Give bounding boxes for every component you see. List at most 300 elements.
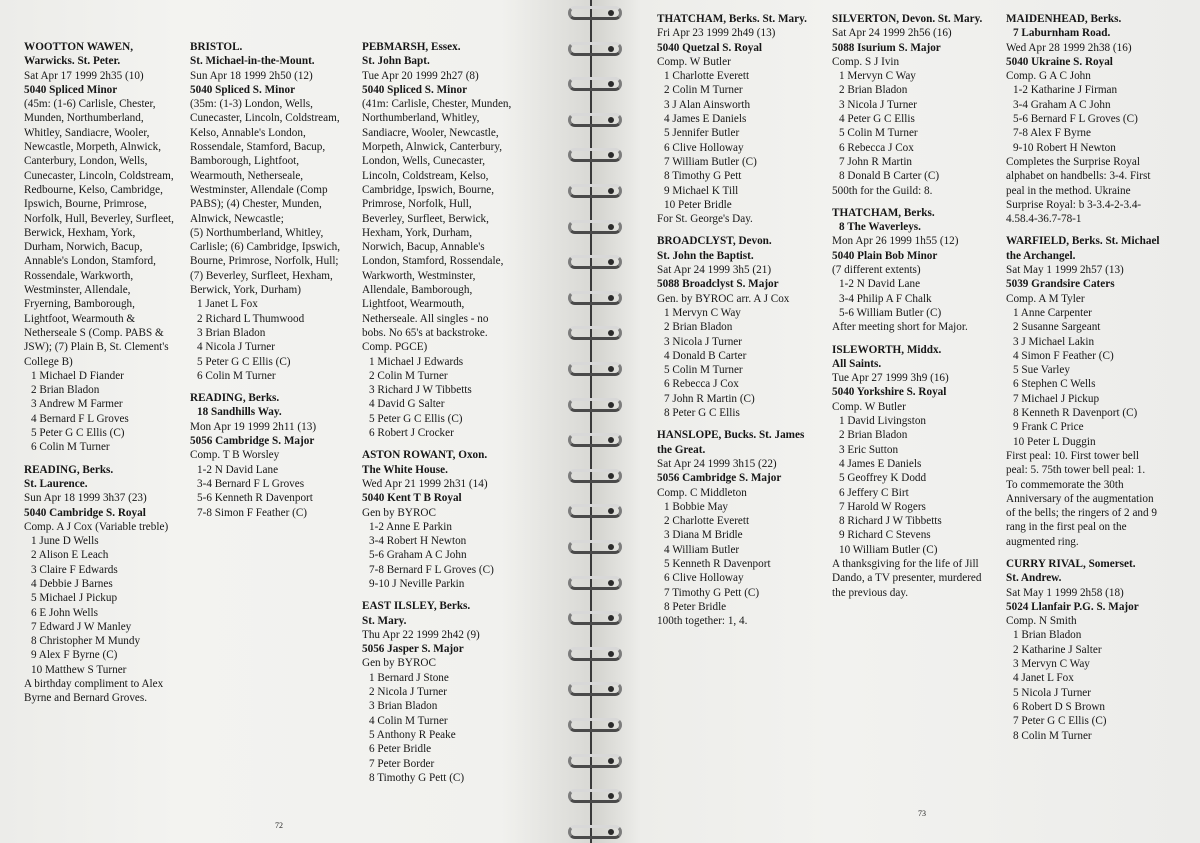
record-line: 2 Richard L Thumwood (197, 312, 305, 325)
record-line: 8 Christopher M Mundy (31, 635, 141, 648)
record-line: 5-6 William Butler (C) (839, 306, 942, 319)
record-line: 7 William Butler (C) (664, 155, 757, 168)
punch-hole (608, 46, 614, 52)
record-line: 4 Simon F Feather (C) (1013, 349, 1114, 362)
record-line: Ipswich, Bourne, Primrose, (24, 198, 147, 211)
record-line: (45m: (1-6) Carlisle, Chester, (24, 98, 156, 111)
record-line: All Saints. (832, 357, 882, 370)
record-line: 6 Rebecca J Cox (839, 141, 914, 154)
record-line: 6 Clive Holloway (664, 572, 744, 585)
record-line: 3 Nicola J Turner (664, 335, 743, 348)
record-line: Comp. W Butler (657, 55, 731, 68)
record-line: 7-8 Bernard F L Groves (C) (369, 563, 494, 576)
record-line: ASTON ROWANT, Oxon. (362, 449, 488, 462)
record-line: 10 Matthew S Turner (31, 663, 127, 676)
record-line: 3 Claire F Edwards (31, 563, 118, 576)
record-line: 18 Sandhills Way. (197, 406, 282, 419)
record-line: 8 Kenneth R Davenport (C) (1013, 407, 1138, 420)
right-page-number: 73 (918, 809, 926, 818)
record-line: 5040 Cambridge S. Royal (24, 506, 146, 519)
record-line: 6 Colin M Turner (197, 369, 276, 382)
record-line: A thanksgiving for the life of Jill (832, 557, 979, 570)
record-line: Lightfoot, Wearmouth & (24, 312, 136, 325)
punch-hole (608, 224, 614, 230)
record-line: 1-2 Anne E Parkin (369, 520, 452, 533)
right-column-1 (657, 12, 829, 636)
record-line: Lincoln, Coldstream, Kelso, (362, 169, 489, 182)
record-line: Berwick, York, Durham) (190, 284, 301, 297)
record-line: Sat Apr 24 1999 2h56 (16) (832, 27, 952, 40)
record-line: 4 Colin M Turner (369, 714, 448, 727)
record-line: 5 Sue Varley (1013, 364, 1070, 377)
record-line: BROADCLYST, Devon. (657, 235, 772, 248)
record-line: (41m: Carlisle, Chester, Munden, (362, 98, 512, 111)
record-line: Cunecaster, Lincoln, Coldstream, (190, 112, 340, 125)
record-line: 4 Peter G C Ellis (839, 113, 915, 126)
record-line: 2 Nicola J Turner (369, 686, 448, 699)
left-column-1 (24, 40, 184, 714)
peal-record (657, 12, 829, 226)
record-line: 1-2 N David Lane (839, 278, 921, 291)
record-line: SILVERTON, Devon. St. Mary. (832, 13, 983, 25)
record-line: 7-8 Alex F Byrne (1013, 127, 1091, 140)
record-line: 4 Nicola J Turner (197, 341, 276, 354)
punch-hole (608, 722, 614, 728)
peal-record (1006, 557, 1194, 743)
record-line: 6 Stephen C Wells (1013, 378, 1096, 391)
record-line: 1 June D Wells (31, 535, 99, 548)
record-line: 1 Anne Carpenter (1013, 306, 1092, 319)
record-line: 8 Peter Bridle (664, 600, 727, 613)
record-line: For St. George's Day. (657, 213, 753, 226)
record-line: 9-10 Robert H Newton (1013, 141, 1116, 154)
record-line: 1 Bernard J Stone (369, 671, 449, 684)
record-line: 9 Frank C Price (1013, 421, 1084, 434)
right-column-2 (832, 12, 1004, 608)
punch-hole (608, 10, 614, 16)
punch-hole (608, 188, 614, 194)
record-line: 2 Colin M Turner (369, 369, 448, 382)
record-line: Fryerning, Bamborough, (24, 298, 135, 311)
record-line: Alnwick, Newcastle; (190, 212, 284, 225)
record-line: 1 Michael J Edwards (369, 355, 464, 368)
punch-hole (608, 295, 614, 301)
record-line: 6 Peter Bridle (369, 743, 432, 756)
record-line: 1 Janet L Fox (197, 298, 258, 311)
left-page-number: 72 (275, 821, 283, 830)
record-line: Beverley, Surfleet, Berwick, (362, 212, 489, 225)
record-line: Munden, Northumberland, (24, 112, 144, 125)
record-line: Wed Apr 28 1999 2h38 (16) (1006, 41, 1132, 54)
record-line: augmented ring. (1006, 535, 1079, 548)
record-line: Rossendale, Stamford, Bacup, (190, 141, 326, 154)
record-line: Wed Apr 21 1999 2h31 (14) (362, 477, 488, 490)
record-line: (7 different extents) (832, 264, 921, 277)
record-line: 6 Colin M Turner (31, 441, 110, 454)
record-line: 5-6 Bernard F L Groves (C) (1013, 113, 1138, 126)
record-line: Canterbury, London, Wells, (24, 155, 148, 168)
record-line: JSW); (7) Plain B, St. Clement's (24, 341, 169, 354)
record-line: Comp. A J Cox (Variable treble) (24, 520, 169, 533)
peal-record (24, 463, 184, 706)
record-line: Sat Apr 24 1999 3h5 (21) (657, 264, 772, 277)
record-line: 2 Charlotte Everett (664, 515, 750, 528)
record-line: Netherseale S (Comp. PABS & (24, 326, 164, 339)
peal-record (362, 448, 534, 591)
record-line: Kelso, Annable's London, (190, 126, 306, 139)
record-line: 5040 Kent T B Royal (362, 492, 462, 505)
right-column-3 (1006, 12, 1194, 751)
record-line: Norwich, Bacup, Annable's (362, 241, 485, 254)
record-line: 5 Peter G C Ellis (C) (197, 355, 291, 368)
record-line: THATCHAM, Berks. (832, 206, 935, 219)
record-line: 1 Mervyn C Way (664, 306, 741, 319)
record-line: 9-10 J Neville Parkin (369, 577, 465, 590)
record-line: 7 John R Martin (839, 155, 913, 168)
record-line: 3 Richard J W Tibbetts (369, 384, 472, 397)
record-line: Westminster, Allendale, (24, 284, 131, 297)
record-line: 2 Katharine J Salter (1013, 643, 1102, 656)
record-line: 2 Brian Bladon (839, 429, 908, 442)
record-line: READING, Berks. (190, 392, 280, 405)
record-line: bobs. No 65's at backstroke. (362, 326, 488, 339)
peal-record (657, 234, 829, 420)
record-line: 8 Donald B Carter (C) (839, 170, 940, 183)
record-line: 4 Bernard F L Groves (31, 412, 129, 425)
record-line: Fri Apr 23 1999 2h49 (13) (657, 27, 776, 40)
record-line: 1 Michael D Fiander (31, 369, 124, 382)
record-line: rang in the first peal on the (1006, 521, 1127, 534)
record-line: St. John the Baptist. (657, 249, 754, 262)
record-line: Netherseale. All singles - no (362, 312, 489, 325)
record-line: 8 The Waverleys. (839, 221, 921, 234)
record-line: 4 James E Daniels (839, 457, 922, 470)
record-line: Byrne and Bernard Groves. (24, 692, 148, 705)
record-line: 5040 Spliced S. Minor (362, 83, 468, 96)
record-line: 5088 Broadclyst S. Major (657, 278, 779, 291)
record-line: Sandiacre, Wooler, Newcastle, (362, 126, 499, 139)
record-line: Primrose, Norfolk, Hull, (362, 198, 472, 211)
punch-hole (608, 651, 614, 657)
record-line: 9 Richard C Stevens (839, 529, 931, 542)
record-line: 10 Peter L Duggin (1013, 435, 1096, 448)
record-line: Bamborough, Lightfoot, (190, 155, 300, 168)
record-line: St. Michael-in-the-Mount. (190, 55, 315, 68)
record-line: 2 Colin M Turner (664, 84, 743, 97)
record-line: 5040 Plain Bob Minor (832, 249, 938, 262)
record-line: 1 Brian Bladon (1013, 629, 1082, 642)
record-line: Bourne, Primrose, Norfolk, Hull; (190, 255, 339, 268)
record-line: 3-4 Graham A C John (1013, 98, 1111, 111)
record-line: 3 Eric Sutton (839, 443, 899, 456)
record-line: 3 Diana M Bridle (664, 529, 743, 542)
record-line: (35m: (1-3) London, Wells, (190, 98, 313, 111)
record-line: Tue Apr 20 1999 2h27 (8) (362, 69, 479, 82)
record-line: Gen. by BYROC arr. A J Cox (657, 292, 790, 305)
record-line: Mon Apr 19 1999 2h11 (13) (190, 420, 317, 433)
punch-hole (608, 758, 614, 764)
punch-hole (608, 544, 614, 550)
record-line: Lightfoot, Wearmouth, (362, 298, 465, 311)
record-line: 2 Brian Bladon (664, 321, 733, 334)
left-column-3 (362, 40, 534, 793)
peal-record (832, 343, 1004, 600)
record-line: Tue Apr 27 1999 3h9 (16) (832, 372, 949, 385)
record-line: Sat Apr 24 1999 3h15 (22) (657, 457, 777, 470)
record-line: Surprise Royal: b 3-3.4-2-3.4- (1006, 198, 1142, 211)
record-line: Westminster, Allendale (Comp (190, 183, 328, 196)
record-line: Gen by BYROC (362, 506, 436, 519)
record-line: 1-2 Katharine J Firman (1013, 84, 1118, 97)
record-line: 7 Timothy G Pett (C) (664, 586, 760, 599)
record-line: 5 Anthony R Peake (369, 728, 456, 741)
record-line: Comp. N Smith (1006, 615, 1077, 628)
record-line: Berwick, Hexham, York, (24, 226, 136, 239)
record-line: 5040 Spliced S. Minor (190, 83, 296, 96)
record-line: (5) Northumberland, Whitley, (190, 226, 324, 239)
punch-hole (608, 473, 614, 479)
record-line: the Great. (657, 443, 706, 456)
record-line: Comp. T B Worsley (190, 449, 280, 462)
record-line: 6 E John Wells (31, 606, 98, 619)
record-line: 5056 Cambridge S. Major (657, 472, 782, 485)
record-line: 2 Brian Bladon (31, 384, 100, 397)
record-line: peal in the method. Ukraine (1006, 184, 1131, 197)
record-line: Annable's London, Stamford, (24, 255, 156, 268)
record-line: London, Wells, Cunecaster, (362, 155, 486, 168)
record-line: 8 Peter G C Ellis (664, 407, 740, 420)
record-line: 8 Timothy G Pett (C) (369, 771, 465, 784)
record-line: 5039 Grandsire Caters (1006, 278, 1115, 291)
record-line: BRISTOL. (190, 41, 243, 53)
record-line: Newcastle, Morpeth, Alnwick, (24, 141, 162, 154)
record-line: Comp. PGCE) (362, 341, 428, 354)
punch-hole (608, 829, 614, 835)
record-line: Gen by BYROC (362, 657, 436, 670)
record-line: 9 Alex F Byrne (C) (31, 649, 118, 662)
right-page (592, 0, 1200, 843)
peal-record (362, 599, 534, 785)
record-line: 5040 Quetzal S. Royal (657, 41, 763, 54)
record-line: Northumberland, Whitley, (362, 112, 480, 125)
record-line: 6 Clive Holloway (664, 141, 744, 154)
record-line: 100th together: 1, 4. (657, 615, 748, 628)
record-line: 5 Colin M Turner (664, 364, 743, 377)
record-line: HANSLOPE, Bucks. St. James (657, 429, 805, 442)
punch-hole (608, 366, 614, 372)
record-line: 1 Mervyn C Way (839, 70, 916, 83)
record-line: Sat May 1 1999 2h58 (18) (1006, 586, 1124, 599)
peal-record (190, 391, 358, 520)
record-line: 2 Brian Bladon (839, 84, 908, 97)
record-line: St. Laurence. (24, 477, 88, 490)
record-line: College B) (24, 355, 73, 368)
record-line: Hexham, York, Durham, (362, 226, 472, 239)
record-line: Cunecaster, Lincoln, Coldstream, (24, 169, 174, 182)
record-line: Warwicks. St. Peter. (24, 55, 121, 68)
peal-record (1006, 12, 1194, 226)
left-page (0, 0, 590, 843)
record-line: Comp. W Butler (832, 400, 906, 413)
record-line: 5 Kenneth R Davenport (664, 557, 771, 570)
record-line: Comp. A M Tyler (1006, 292, 1085, 305)
record-line: Dando, a TV presenter, murdered (832, 572, 982, 585)
record-line: 5040 Ukraine S. Royal (1006, 55, 1113, 68)
record-line: Mon Apr 26 1999 1h55 (12) (832, 235, 959, 248)
record-line: WARFIELD, Berks. St. Michael (1006, 235, 1160, 248)
record-line: Comp. S J Ivin (832, 55, 900, 68)
record-line: 3 J Michael Lakin (1013, 335, 1095, 348)
punch-hole (608, 402, 614, 408)
record-line: WOOTTON WAWEN, (24, 41, 133, 53)
record-line: 5-6 Kenneth R Davenport (197, 492, 313, 505)
record-line: 6 Jeffery C Birt (839, 486, 909, 499)
record-line: St. Mary. (362, 614, 407, 627)
record-line: 5088 Isurium S. Major (832, 41, 941, 54)
record-line: 4 William Butler (664, 543, 740, 556)
record-line: A birthday compliment to Alex (24, 678, 164, 691)
record-line: Carlisle; (6) Cambridge, Ipswich, (190, 241, 341, 254)
record-line: First peal: 10. First tower bell (1006, 449, 1139, 462)
record-line: Thu Apr 22 1999 2h42 (9) (362, 628, 480, 641)
record-line: Comp. C Middleton (657, 486, 747, 499)
record-line: 6 Robert J Crocker (369, 427, 454, 440)
record-line: 5-6 Graham A C John (369, 549, 467, 562)
record-line: 5 Jennifer Butler (664, 127, 740, 140)
record-line: 5056 Jasper S. Major (362, 643, 464, 656)
record-line: 5 Nicola J Turner (1013, 686, 1092, 699)
record-line: 3 Brian Bladon (197, 326, 266, 339)
record-line: 4 Donald B Carter (664, 349, 747, 362)
record-line: 8 Richard J W Tibbetts (839, 515, 942, 528)
peal-record (657, 428, 829, 628)
peal-record (362, 40, 534, 440)
record-line: 5 Geoffrey K Dodd (839, 472, 927, 485)
record-line: 7 John R Martin (C) (664, 392, 755, 405)
record-line: Sun Apr 18 1999 2h50 (12) (190, 69, 313, 82)
record-line: 5040 Yorkshire S. Royal (832, 386, 947, 399)
record-line: To commemorate the 30th (1006, 478, 1124, 491)
record-line: ISLEWORTH, Middx. (832, 343, 942, 356)
record-line: 5 Peter G C Ellis (C) (31, 427, 125, 440)
record-line: the Archangel. (1006, 249, 1076, 262)
record-line: 3-4 Bernard F L Groves (197, 477, 305, 490)
record-line: 9 Michael K Till (664, 184, 739, 197)
record-line: Completes the Surprise Royal (1006, 155, 1140, 168)
record-line: After meeting short for Major. (832, 321, 968, 334)
record-line: 4 Janet L Fox (1013, 672, 1074, 685)
record-line: Sat Apr 17 1999 2h35 (10) (24, 69, 144, 82)
record-line: 4 James E Daniels (664, 113, 747, 126)
record-line: 3 J Alan Ainsworth (664, 98, 751, 111)
record-line: THATCHAM, Berks. St. Mary. (657, 13, 807, 25)
record-line: READING, Berks. (24, 463, 114, 476)
record-line: 1 David Livingston (839, 415, 927, 428)
record-line: of the bells; the ringers of 2 and 9 (1006, 507, 1157, 520)
record-line: 6 Robert D S Brown (1013, 700, 1105, 713)
peal-record (832, 206, 1004, 335)
peal-record (190, 40, 358, 383)
peal-record (24, 40, 184, 455)
record-line: Whitley, Sandiacre, Wooler, (24, 126, 150, 139)
record-line: 8 Colin M Turner (1013, 729, 1092, 742)
record-line: 2 Susanne Sargeant (1013, 321, 1101, 334)
record-line: 3 Brian Bladon (369, 700, 438, 713)
record-line: 10 Peter Bridle (664, 198, 732, 211)
record-line: 1 Charlotte Everett (664, 70, 750, 83)
record-line: 7 Edward J W Manley (31, 620, 132, 633)
record-line: 2 Alison E Leach (31, 549, 109, 562)
record-line: 4 David G Salter (369, 398, 445, 411)
record-line: 3-4 Robert H Newton (369, 535, 467, 548)
record-line: 8 Timothy G Pett (664, 170, 742, 183)
record-line: 10 William Butler (C) (839, 543, 938, 556)
punch-hole (608, 117, 614, 123)
left-column-2 (190, 40, 358, 528)
record-line: Sat May 1 1999 2h57 (13) (1006, 264, 1124, 277)
record-line: Redbourne, Kelso, Cambridge, (24, 183, 163, 196)
record-line: Morpeth, Alnwick, Canterbury, (362, 141, 503, 154)
record-line: Norfolk, Hull, Beverley, Surfleet, (24, 212, 174, 225)
record-line: 7 Laburnham Road. (1013, 27, 1111, 40)
record-line: 7 Peter G C Ellis (C) (1013, 715, 1107, 728)
record-line: 3 Mervyn C Way (1013, 658, 1090, 671)
record-line: Anniversary of the augmentation (1006, 492, 1154, 505)
record-line: PEBMARSH, Essex. (362, 41, 461, 53)
record-line: 6 Rebecca J Cox (664, 378, 739, 391)
record-line: Cambridge, Ipswich, Bourne, (362, 183, 495, 196)
record-line: the previous day. (832, 586, 909, 599)
record-line: 3-4 Philip A F Chalk (839, 292, 932, 305)
record-line: 4 Debbie J Barnes (31, 577, 113, 590)
record-line: 5024 Llanfair P.G. S. Major (1006, 600, 1139, 613)
record-line: 7 Harold W Rogers (839, 500, 926, 513)
record-line: 5040 Spliced Minor (24, 83, 118, 96)
record-line: 5 Michael J Pickup (31, 592, 118, 605)
record-line: 3 Andrew M Farmer (31, 398, 123, 411)
record-line: Allendale, Bamborough, (362, 284, 473, 297)
record-line: 5 Peter G C Ellis (C) (369, 412, 463, 425)
record-line: 3 Nicola J Turner (839, 98, 918, 111)
record-line: peal: 5. 75th tower bell peal: 1. (1006, 464, 1146, 477)
peal-record (1006, 234, 1194, 549)
record-line: 5056 Cambridge S. Major (190, 435, 315, 448)
spiral-binding (566, 0, 626, 843)
record-line: (7) Beverley, Surfleet, Hexham, (190, 269, 333, 282)
record-line: Wearmouth, Netherseale, (190, 169, 304, 182)
peal-record (832, 12, 1004, 198)
record-line: 1 Bobbie May (664, 500, 729, 513)
record-line: CURRY RIVAL, Somerset. (1006, 557, 1136, 570)
record-line: London, Stamford, Rossendale, (362, 255, 504, 268)
record-line: Warkworth, Westminster, (362, 269, 476, 282)
record-line: St. Andrew. (1006, 572, 1062, 585)
record-line: Durham, Norwich, Bacup, (24, 241, 143, 254)
record-line: EAST ILSLEY, Berks. (362, 600, 471, 613)
record-line: 500th for the Guild: 8. (832, 184, 933, 197)
record-line: 7-8 Simon F Feather (C) (197, 506, 308, 519)
record-line: St. John Bapt. (362, 55, 430, 68)
record-line: alphabet on handbells: 3-4. First (1006, 170, 1151, 183)
record-line: Rossendale, Warkworth, (24, 269, 134, 282)
record-line: MAIDENHEAD, Berks. (1006, 13, 1122, 25)
record-line: 7 Michael J Pickup (1013, 392, 1100, 405)
record-line: 1-2 N David Lane (197, 463, 279, 476)
record-line: 4.58.4-36.7-78-1 (1006, 213, 1082, 226)
punch-hole (608, 580, 614, 586)
record-line: PABS); (4) Chester, Munden, (190, 198, 322, 211)
record-line: 7 Peter Border (369, 757, 435, 770)
